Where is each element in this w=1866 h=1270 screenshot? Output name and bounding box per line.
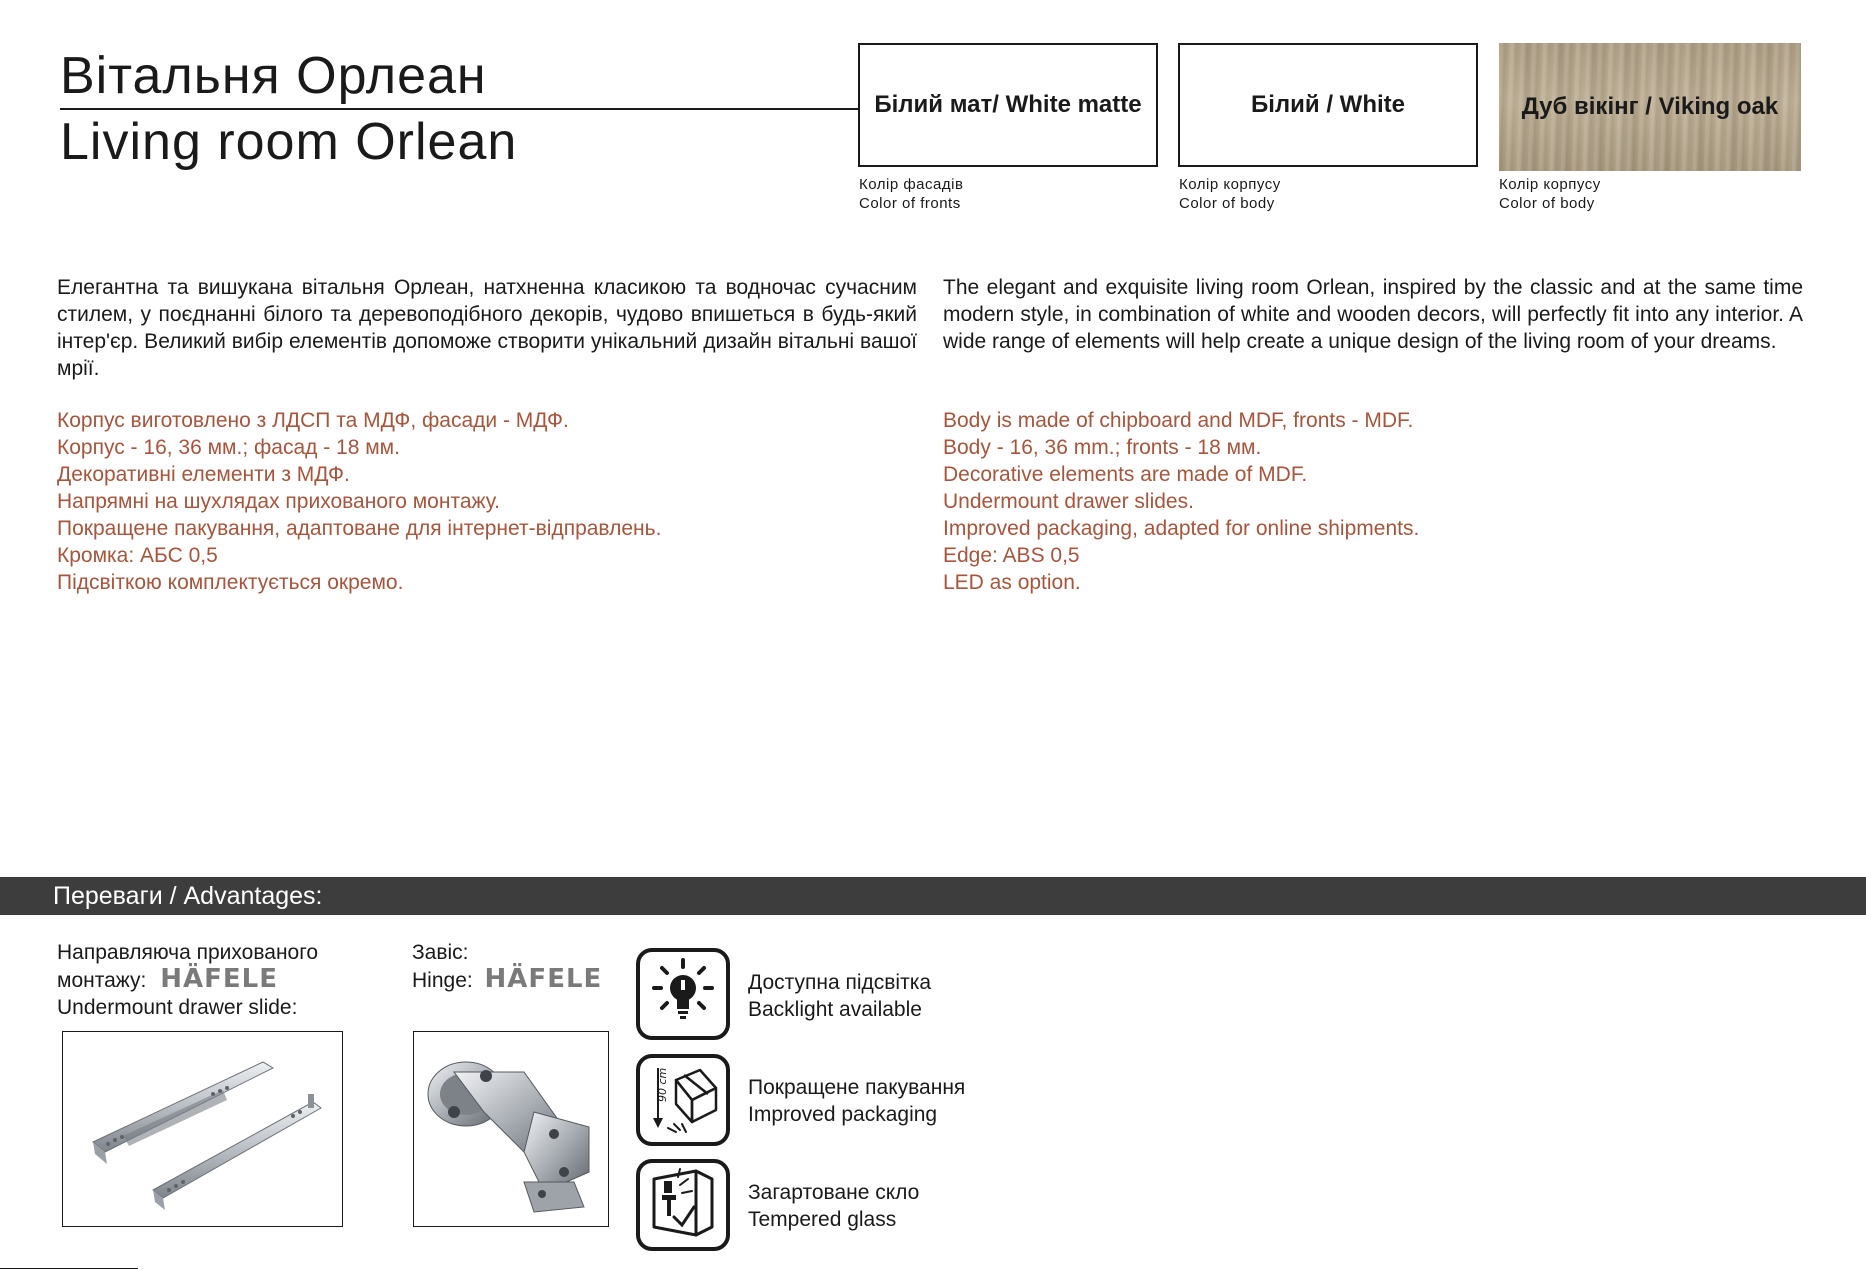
footer-divider	[0, 1268, 138, 1269]
specs-list-ua	[57, 407, 917, 596]
hinge-caption	[412, 939, 602, 994]
description-ua: Елегантна та вишукана вітальня Орлеан, натхненна класикою та водночас сучасним стилем, у поєднанні білого та деревоподібного декорів, чудово впишеться в будь-який інтер'єр. Великий вибір елементів допоможе створити унікальний дизайн вітальні вашої мрії.	[57, 276, 917, 380]
spec-item: Edge: ABS 0,5	[943, 544, 1080, 567]
slide-line2: монтажу: HÄFELE	[57, 964, 278, 994]
hinge-photo	[413, 1031, 609, 1227]
drawer-slide-photo	[62, 1031, 343, 1227]
caption-en: Color of fronts	[859, 195, 961, 212]
hinge-line2: Hinge: HÄFELE	[412, 964, 603, 994]
drawer-slide-image	[63, 1032, 344, 1228]
swatch-viking-oak	[1499, 43, 1801, 171]
hinge-image	[414, 1032, 610, 1228]
drawer-slide-caption	[57, 939, 318, 1021]
backlight-label: Доступна підсвітка Backlight available	[748, 971, 932, 1021]
spec-item: Decorative elements are made of MDF.	[943, 463, 1308, 486]
lightbulb-icon	[640, 952, 726, 1036]
swatch-label: Білий мат/ White matte	[874, 91, 1142, 118]
spec-item: Improved packaging, adapted for online shipments.	[943, 517, 1420, 540]
hinge-line1: Завіс:	[412, 941, 469, 964]
spec-item: Корпус - 16, 36 мм.; фасад - 18 мм.	[57, 436, 400, 459]
title-ukrainian: Вітальня Орлеан	[60, 47, 487, 105]
advantages-title: Переваги / Advantages:	[53, 882, 323, 910]
swatch-caption-body	[1499, 175, 1601, 213]
swatch-white-matte	[858, 43, 1158, 167]
caption-ua: Колір корпусу	[1179, 176, 1281, 193]
spec-item: Кромка: АБС 0,5	[57, 544, 218, 567]
caption-en: Color of body	[1499, 195, 1595, 212]
description-en: The elegant and exquisite living room Orlean, inspired by the classic and at the same time modern style, in combination of white and wooden decors, will perfectly fit into any interior. A wide range of elements will help create a unique design of the living room of your dreams.	[943, 276, 1803, 353]
drop-height-label: 90 cm	[656, 1067, 669, 1102]
title-english: Living room Orlean	[60, 113, 518, 171]
swatch-caption-fronts	[859, 175, 963, 213]
spec-item: Декоративні елементи з МДФ.	[57, 463, 350, 486]
spec-item: Body is made of chipboard and MDF, fronts - MDF.	[943, 409, 1414, 432]
hafele-logo: HÄFELE	[160, 964, 278, 994]
packaging-icon-box	[636, 1054, 730, 1146]
hinge-body	[428, 1062, 589, 1212]
slide-line3: Undermount drawer slide:	[57, 996, 298, 1019]
spec-item: Підсвіткою комплектується окремо.	[57, 571, 404, 594]
caption-en: Color of body	[1179, 195, 1275, 212]
spec-item: Body - 16, 36 mm.; fronts - 18 мм.	[943, 436, 1262, 459]
tempered-glass-icon	[640, 1163, 726, 1247]
hafele-logo: HÄFELE	[484, 964, 603, 994]
glass-icon-box	[636, 1159, 730, 1251]
specs-list-en	[943, 407, 1803, 596]
spec-item: LED as option.	[943, 571, 1081, 594]
packaging-label: Покращене пакування Improved packaging	[748, 1076, 966, 1126]
spec-item: Покращене пакування, адаптоване для інтернет-відправлень.	[57, 517, 662, 540]
caption-ua: Колір корпусу	[1499, 176, 1601, 193]
swatch-label: Білий / White	[1251, 91, 1405, 118]
caption-ua: Колір фасадів	[859, 176, 964, 193]
slide-line1: Направляюча прихованого	[57, 941, 319, 964]
package-drop-icon	[640, 1058, 726, 1142]
backlight-icon-box	[636, 948, 730, 1040]
spec-item: Корпус виготовлено з ЛДСП та МДФ, фасади - МДФ.	[57, 409, 569, 432]
spec-item: Undermount drawer slides.	[943, 490, 1194, 513]
spec-item: Напрямні на шухлядах прихованого монтажу.	[57, 490, 501, 513]
swatch-caption-body	[1179, 175, 1281, 213]
tempered-glass-label: Загартоване скло Tempered glass	[748, 1181, 920, 1231]
swatch-label: Дуб вікінг / Viking oak	[1521, 93, 1779, 120]
swatch-white	[1178, 43, 1478, 167]
